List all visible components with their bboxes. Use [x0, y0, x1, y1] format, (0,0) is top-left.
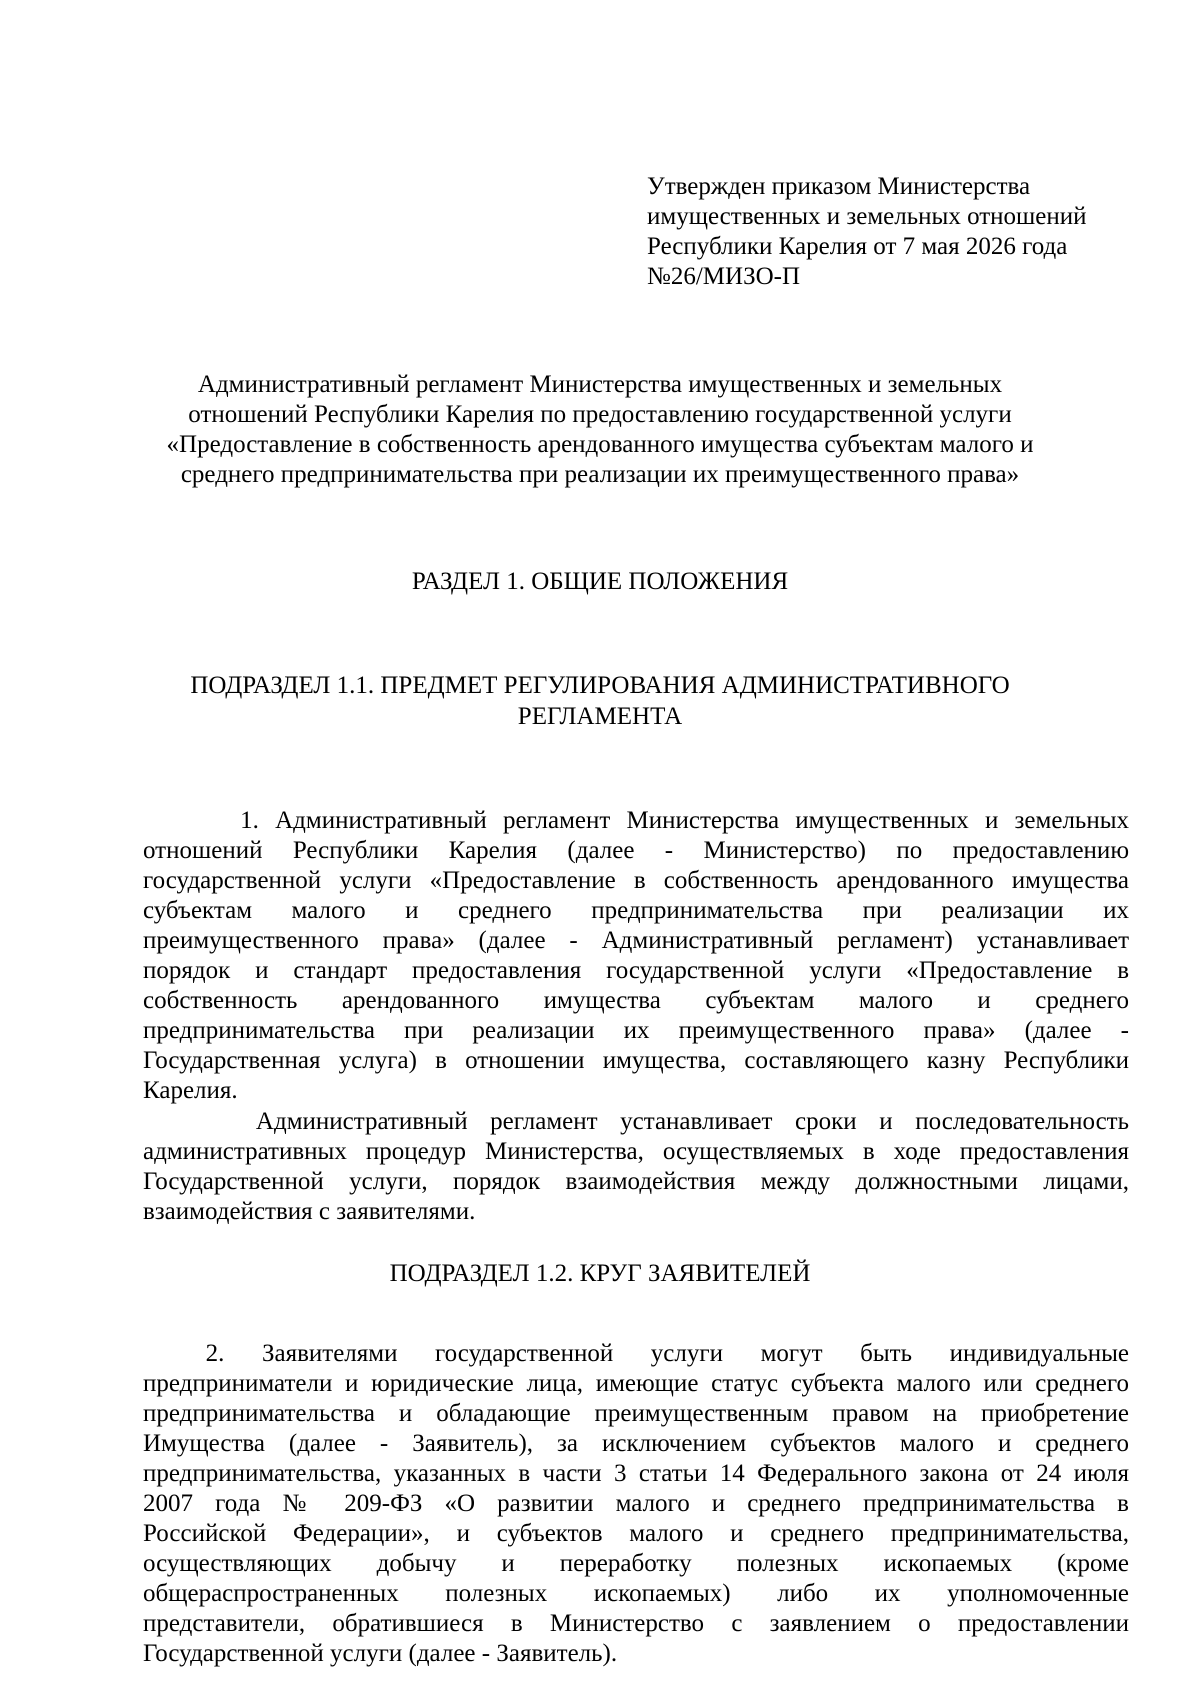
paragraph-line: Российской Федерации», и субъектов малого и среднего предпринимательства, [143, 1520, 1129, 1547]
paragraph-line: Государственная услуга) в отношении имущества, составляющего казну Республики [143, 1047, 1129, 1074]
subsection-1-1-heading [100, 670, 1100, 732]
heading-line: ПОДРАЗДЕЛ 1.1. ПРЕДМЕТ РЕГУЛИРОВАНИЯ АДМИНИСТРАТИВНОГО [190, 672, 1010, 699]
subsection-1-2-heading [100, 1258, 1100, 1289]
paragraph-line: субъектам малого и среднего предпринимательства при реализации их [143, 897, 1129, 924]
paragraph-line: 1. Административный регламент Министерства имущественных и земельных [143, 807, 1129, 834]
title-line: отношений Республики Карелия по предоставлению государственной услуги [188, 401, 1012, 428]
paragraph-line: отношений Республики Карелия (далее - Министерство) по предоставлению [143, 837, 1129, 864]
paragraph-line: 2007 года № 209-ФЗ «О развитии малого и среднего предпринимательства в [143, 1490, 1129, 1517]
paragraph-1-continuation [143, 1107, 1129, 1227]
approval-stamp-block [647, 172, 1127, 292]
paragraph-line: собственность арендованного имущества субъектам малого и среднего [143, 987, 1129, 1014]
paragraph-line: общераспространенных полезных ископаемых) либо их уполномоченные [143, 1580, 1129, 1607]
paragraph-line: взаимодействия с заявителями. [143, 1198, 476, 1225]
paragraph-line: предпринимательства и обладающие преимущественным правом на приобретение [143, 1400, 1129, 1427]
paragraph-1 [143, 806, 1129, 1106]
paragraph-line: Имущества (далее - Заявитель), за исключением субъектов малого и среднего [143, 1430, 1129, 1457]
paragraph-line: предпринимательства при реализации их преимущественного права» (далее - [143, 1017, 1129, 1044]
heading-text: ПОДРАЗДЕЛ 1.2. КРУГ ЗАЯВИТЕЛЕЙ [389, 1260, 811, 1287]
paragraph-line: Государственной услуги, порядок взаимодействия между должностными лицами, [143, 1168, 1129, 1195]
paragraph-line: 2. Заявителями государственной услуги могут быть индивидуальные [143, 1340, 1129, 1367]
paragraph-line: Административный регламент устанавливает сроки и последовательность [143, 1108, 1129, 1135]
approval-line: Республики Карелия от 7 мая 2026 года [647, 233, 1068, 260]
title-line: Административный регламент Министерства имущественных и земельных [197, 371, 1003, 398]
paragraph-line: предпринимательства, указанных в части 3 статьи 14 Федерального закона от 24 июля [143, 1460, 1129, 1487]
paragraph-line: порядок и стандарт предоставления государственной услуги «Предоставление в [143, 957, 1129, 984]
approval-line: Утвержден приказом Министерства [647, 173, 1031, 200]
approval-line: имущественных и земельных отношений [647, 203, 1087, 230]
heading-text: РАЗДЕЛ 1. ОБЩИЕ ПОЛОЖЕНИЯ [411, 568, 789, 595]
paragraph-line: Карелия. [143, 1077, 238, 1104]
paragraph-line: осуществляющих добычу и переработку полезных ископаемых (кроме [143, 1550, 1129, 1577]
document-title [100, 370, 1100, 490]
heading-line: РЕГЛАМЕНТА [517, 703, 683, 730]
section-1-heading [100, 566, 1100, 597]
paragraph-2 [143, 1339, 1129, 1669]
paragraph-line: преимущественного права» (далее - Административный регламент) устанавливает [143, 927, 1129, 954]
paragraph-line: Государственной услуги (далее - Заявитель). [143, 1640, 618, 1667]
paragraph-line: государственной услуги «Предоставление в собственность арендованного имущества [143, 867, 1129, 894]
paragraph-line: административных процедур Министерства, осуществляемых в ходе предоставления [143, 1138, 1129, 1165]
paragraph-line: предприниматели и юридические лица, имеющие статус субъекта малого или среднего [143, 1370, 1129, 1397]
approval-line: №26/МИЗО-П [647, 263, 801, 290]
title-line: среднего предпринимательства при реализации их преимущественного права» [180, 461, 1020, 488]
paragraph-line: представители, обратившиеся в Министерство с заявлением о предоставлении [143, 1610, 1129, 1637]
title-line: «Предоставление в собственность арендованного имущества субъектам малого и [166, 431, 1034, 458]
